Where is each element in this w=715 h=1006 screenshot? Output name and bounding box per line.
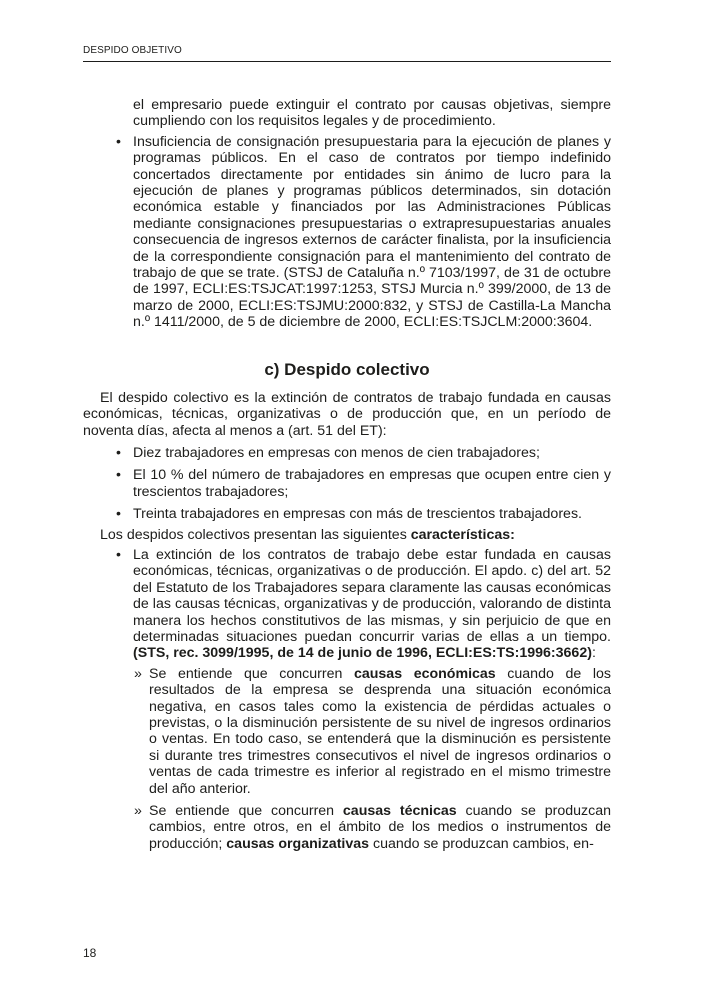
page-number: 18 — [83, 946, 97, 960]
list-item — [116, 134, 611, 331]
intro-paragraph: El despido colectivo es la extinción de contratos de trabajo fundada en causas económicas, técnicas, organizativas o de producción que, en un período de noventa días, afecta al menos a (art. 51 del ET): — [83, 389, 611, 439]
sub-item-text: Se entiende que concurren causas técnicas cuando se produzcan cambios, entre otros, en el ámbito de los medios o instrumentos de producción; causas organizativas cuando se produzcan cambios, en- — [149, 803, 611, 852]
emphasis: causas organizativas — [226, 835, 370, 852]
bullet-icon: • — [116, 467, 121, 484]
bullet-text: La extinción de los contratos de trabajo debe estar fundada en causas económicas, técnicas, organizativas o de producción. El apdo. c) del art. 52 del Estatuto de los Trabajadores separa claramente las causas económicas de las causas técnicas, organizativas y de producción, valorando de distinta manera los hechos constitutivos de las mismas, y sin perjuicio de que en determinadas situaciones puedan concurrir varias de ellas a un tiempo. (STS, rec. 3099/1995, de 14 de junio de 1996, ECLI:ES:TS:1996:3662): — [133, 546, 611, 662]
list-item — [116, 506, 611, 522]
list-item-text: Treinta trabajadores en empresas con más de trescientos trabajadores. — [133, 506, 582, 523]
emphasis: causas económicas — [353, 665, 496, 682]
sub-list-item — [134, 666, 611, 797]
characteristics-intro: Los despidos colectivos presentan las siguientes características: — [100, 526, 515, 543]
running-header — [83, 45, 611, 62]
bullet-icon: • — [116, 546, 121, 563]
list-item-text: El 10 % del número de trabajadores en empresas que ocupen entre cien y trescientos trabajadores; — [133, 467, 611, 500]
emphasis: características: — [410, 526, 515, 543]
continued-paragraph: el empresario puede extinguir el contrato por causas objetivas, siempre cumpliendo con los requisitos legales y de procedimiento. — [133, 97, 611, 130]
bullet-icon: • — [116, 444, 121, 461]
bullet-icon: • — [116, 506, 121, 523]
list-item — [116, 467, 611, 500]
emphasis: causas técnicas — [342, 803, 457, 820]
list-item — [116, 547, 611, 662]
section-heading: c) Despido colectivo — [264, 359, 430, 379]
double-chevron-icon: » — [134, 665, 142, 682]
sub-list-item — [134, 803, 611, 852]
running-title: DESPIDO OBJETIVO — [83, 45, 182, 56]
bullet-text: Insuficiencia de consignación presupuestaria para la ejecución de planes y programas públicos. En el caso de contratos por tiempo indefinido concertados directamente por entidades sin ánimo de lucro para la ejecución de planes y programas públicos determinados, sin dotación económica estable y financiados por las Administraciones Públicas mediante consignaciones presupuestarias o extrapresupuestarias anuales consecuencia de ingresos externos de carácter finalista, por la insuficiencia de la correspondiente consignación para el mantenimiento del contrato de trabajo de que se trate. (STSJ de Cataluña n.º 7103/1997, de 31 de octubre de 1997, ECLI:ES:TSJCAT:1997:1253, STSJ Murcia n.º 399/2000, de 13 de marzo de 2000, ECLI:ES:TSJMU:2000:832, y STSJ de Castilla-La Mancha n.º 1411/2000, de 5 de diciembre de 2000, ECLI:ES:TSJCLM:2000:3604. — [133, 133, 611, 331]
citation: (STS, rec. 3099/1995, de 14 de junio de 1996, ECLI:ES:TS:1996:3662) — [133, 645, 592, 662]
bullet-icon: • — [116, 133, 121, 150]
sub-item-text: Se entiende que concurren causas económicas cuando de los resultados de la empresa se desprenda una situación económica negativa, en casos tales como la existencia de pérdidas actuales o previstas, o la disminución persistente de su nivel de ingresos ordinarios o ventas. En todo caso, se entenderá que la disminución es persistente si durante tres trimestres consecutivos el nivel de ingresos ordinarios o ventas de cada trimestre es inferior al registrado en el mismo trimestre del año anterior. — [149, 665, 611, 797]
list-item-text: Diez trabajadores en empresas con menos de cien trabajadores; — [133, 444, 540, 461]
double-chevron-icon: » — [134, 803, 142, 820]
page-body — [83, 97, 611, 852]
list-item — [116, 445, 611, 461]
